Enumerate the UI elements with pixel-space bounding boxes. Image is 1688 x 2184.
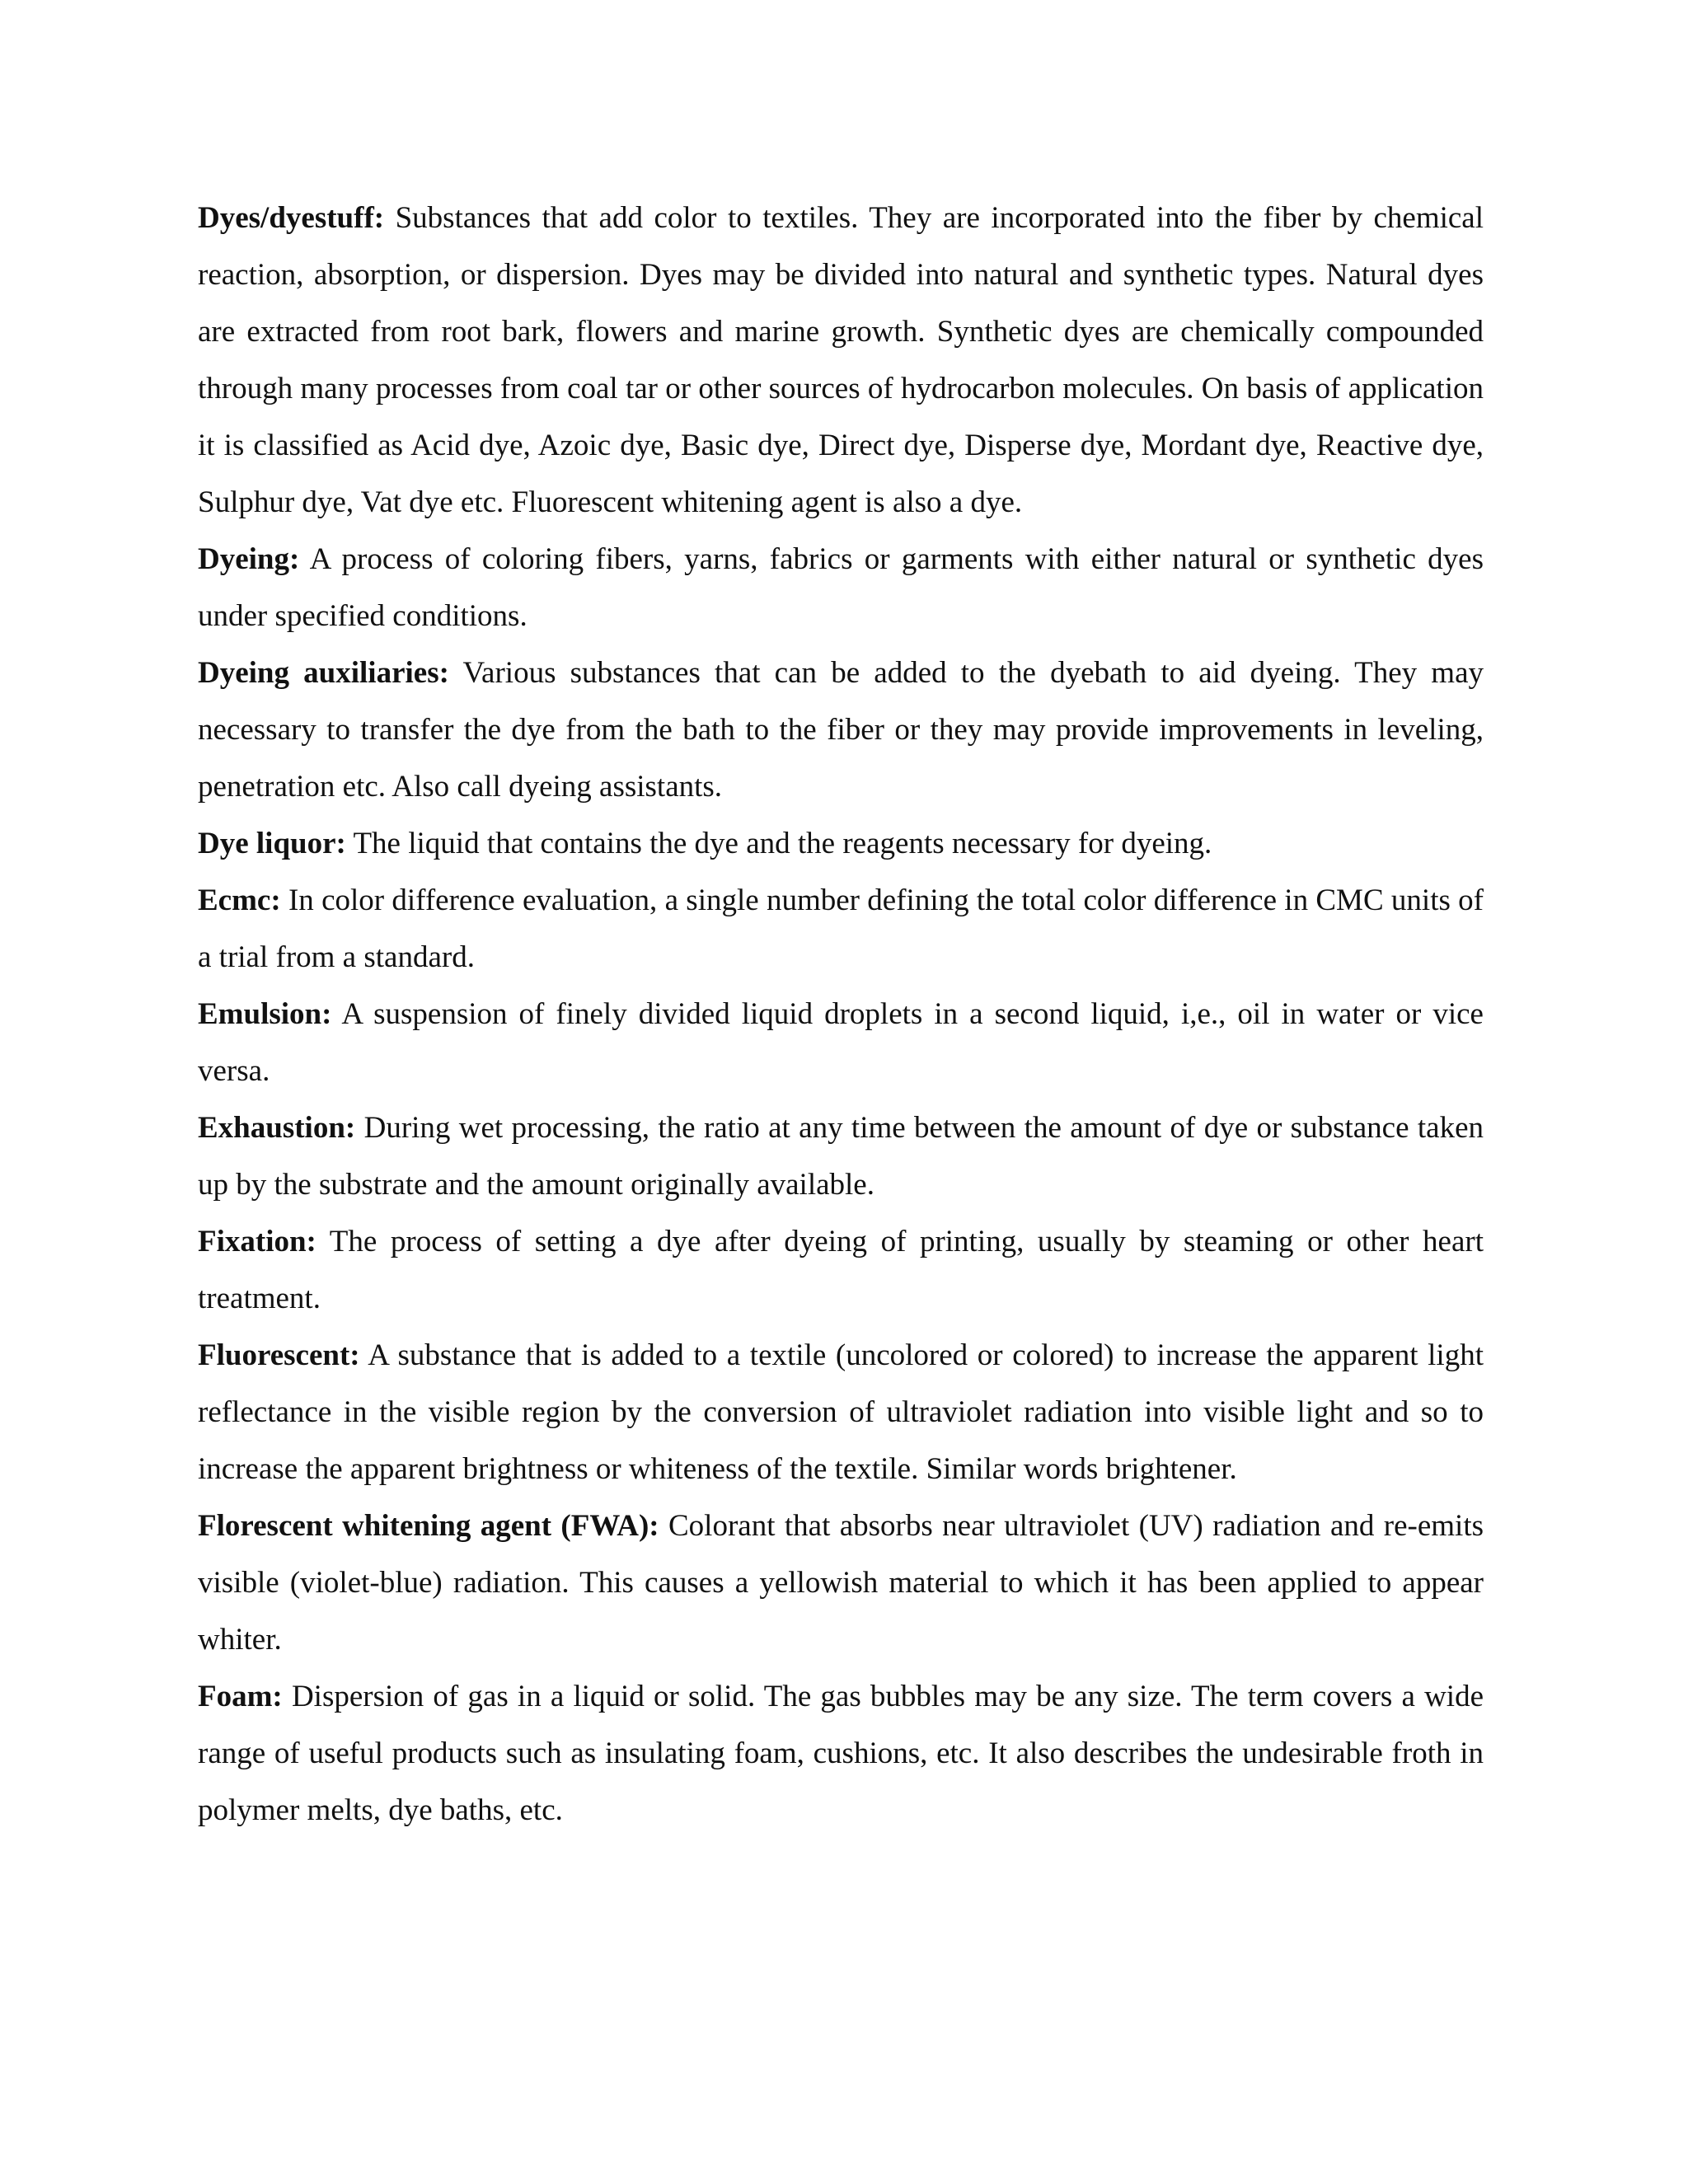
glossary-entry-emulsion <box>198 986 1484 1099</box>
glossary-definition: Dispersion of gas in a liquid or solid. The gas bubbles may be any size. The term covers a wide range of useful products such as insulating foam, cushions, etc. It also describes the undesirable froth in polymer melts, dye baths, etc. <box>198 1680 1484 1827</box>
glossary-definition: The process of setting a dye after dyeing of printing, usually by steaming or other heart treatment. <box>198 1225 1484 1315</box>
glossary-term: Fluorescent: <box>198 1338 360 1372</box>
glossary-entry-fluorescent <box>198 1327 1484 1497</box>
glossary-term: Florescent whitening agent (FWA): <box>198 1509 659 1543</box>
glossary-entry-fwa <box>198 1497 1484 1668</box>
glossary-term: Foam: <box>198 1680 283 1713</box>
glossary-term: Ecmc: <box>198 883 281 917</box>
glossary-entry-fixation <box>198 1213 1484 1327</box>
glossary-term: Dyes/dyestuff: <box>198 201 385 235</box>
glossary-definition: Colorant that absorbs near ultraviolet (UV) radiation and re-emits visible (violet-blue) radiation. This causes a yellowish material to which it has been applied to appear whiter. <box>198 1509 1484 1657</box>
glossary-entry-dyeing-auxiliaries <box>198 644 1484 815</box>
glossary-definition: A process of coloring fibers, yarns, fabrics or garments with either natural or synthetic dyes under specified conditions. <box>198 542 1484 633</box>
glossary-entry-ecmc <box>198 872 1484 986</box>
glossary-term: Exhaustion: <box>198 1111 356 1145</box>
glossary-page <box>198 190 1484 1839</box>
glossary-definition: Substances that add color to textiles. They are incorporated into the fiber by chemical reaction, absorption, or dispersion. Dyes may be divided into natural and synthetic types. Natural dyes are extracted from root bark, flowers and marine growth. Synthetic dyes are chemically compounded through many processes from coal tar or other sources of hydrocarbon molecules. On basis of application it is classified as Acid dye, Azoic dye, Basic dye, Direct dye, Disperse dye, Mordant dye, Reactive dye, Sulphur dye, Vat dye etc. Fluorescent whitening agent is also a dye. <box>198 201 1484 519</box>
glossary-entry-dyes-dyestuff <box>198 190 1484 531</box>
glossary-definition: Various substances that can be added to the dyebath to aid dyeing. They may necessary to transfer the dye from the bath to the fiber or they may provide improvements in leveling, penetration etc. Also call dyeing assistants. <box>198 656 1484 804</box>
glossary-definition: The liquid that contains the dye and the reagents necessary for dyeing. <box>353 827 1212 860</box>
glossary-definition: A suspension of finely divided liquid droplets in a second liquid, i,e., oil in water or vice versa. <box>198 997 1484 1088</box>
glossary-entry-dye-liquor <box>198 815 1484 872</box>
glossary-term: Emulsion: <box>198 997 332 1031</box>
glossary-entry-exhaustion <box>198 1099 1484 1213</box>
glossary-definition: During wet processing, the ratio at any time between the amount of dye or substance taken up by the substrate and the amount originally available. <box>198 1111 1484 1202</box>
glossary-term: Fixation: <box>198 1225 316 1258</box>
glossary-term: Dye liquor: <box>198 827 346 860</box>
glossary-term: Dyeing: <box>198 542 300 576</box>
glossary-entry-foam <box>198 1668 1484 1839</box>
glossary-definition: In color difference evaluation, a single number defining the total color difference in CMC units of a trial from a standard. <box>198 883 1484 974</box>
glossary-definition: A substance that is added to a textile (uncolored or colored) to increase the apparent light reflectance in the visible region by the conversion of ultraviolet radiation into visible light and so to increase the apparent brightness or whiteness of the textile. Similar words brightener. <box>198 1338 1484 1486</box>
glossary-term: Dyeing auxiliaries: <box>198 656 449 690</box>
glossary-entry-dyeing <box>198 531 1484 644</box>
